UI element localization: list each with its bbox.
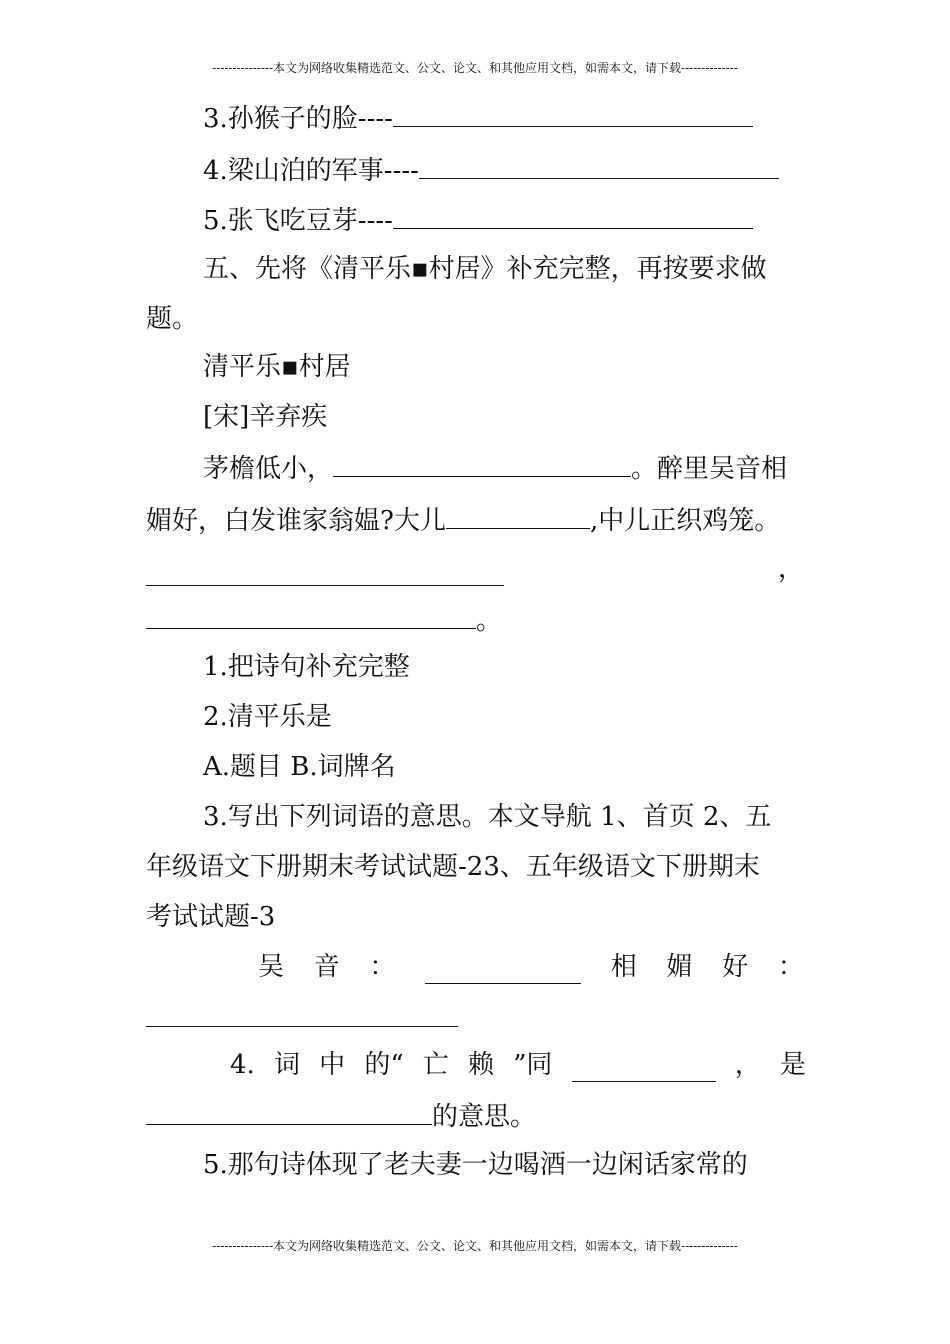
poem-line-4 <box>146 602 502 638</box>
page-header: ---------------本文为网络收集精选范文、公文、论文、和其他应用文档，如需本文，请下载-------------- <box>212 61 738 75</box>
task-3-terms-cont <box>146 1000 458 1036</box>
section-5-heading-cont: 题。 <box>146 304 199 334</box>
comma: ， <box>734 1050 761 1080</box>
term-char: 媚 <box>666 952 693 982</box>
task-4-text: 4. <box>230 1050 255 1080</box>
poem-line-2 <box>146 502 780 538</box>
question-3 <box>203 100 753 136</box>
answer-blank[interactable] <box>393 202 753 229</box>
comma: ， <box>777 554 804 584</box>
poem-author: [宋]辛弃疾 <box>203 402 328 432</box>
poem-line-1 <box>203 450 787 486</box>
task-3-line-1: 3.写出下列词语的意思。本文导航 1、首页 2、五 <box>203 802 772 832</box>
task-4-text: 中 <box>319 1050 346 1080</box>
task-4-text: 词 <box>273 1050 300 1080</box>
answer-blank[interactable] <box>146 1098 432 1125</box>
question-5 <box>203 202 753 238</box>
task-4-text: 是 <box>779 1050 806 1080</box>
poem-title: 清平乐▪村居 <box>203 352 351 382</box>
answer-blank[interactable] <box>393 100 753 127</box>
task-2: 2.清平乐是 <box>203 702 332 732</box>
question-4-text: 4.梁山泊的军事---- <box>203 156 419 186</box>
answer-blank[interactable] <box>425 957 581 984</box>
task-4-cont <box>146 1098 536 1134</box>
poem-text: 茅檐低小， <box>203 454 334 484</box>
question-3-text: 3.孙猴子的脸---- <box>203 104 393 134</box>
term-char: 相 <box>610 952 637 982</box>
poem-text: 。醉里吴音相 <box>631 454 788 484</box>
section-5-heading: 五、先将《清平乐▪村居》补充完整，再按要求做 <box>203 254 767 284</box>
task-5: 5.那句诗体现了老夫妻一边喝酒一边闲话家常的 <box>203 1150 748 1180</box>
poem-text: 媚好，白发谁家翁媪?大儿 <box>146 506 446 536</box>
question-4 <box>203 152 779 188</box>
poem-text: ,中儿正织鸡笼。 <box>589 506 781 536</box>
answer-blank[interactable] <box>572 1055 716 1082</box>
term-char: ： <box>369 952 396 982</box>
poem-line-3 <box>146 552 804 586</box>
task-3-line-2: 年级语文下册期末考试试题-23、五年级语文下册期末 <box>146 852 760 882</box>
answer-blank[interactable] <box>146 602 476 629</box>
period: 。 <box>476 606 503 636</box>
task-4 <box>230 1048 806 1082</box>
task-3-terms <box>258 950 804 984</box>
answer-blank[interactable] <box>146 1000 458 1027</box>
task-3-line-3: 考试试题-3 <box>146 902 276 932</box>
answer-blank[interactable] <box>146 559 504 586</box>
term-char: 吴 <box>258 952 285 982</box>
task-2-options: A.题目 B.词牌名 <box>203 752 396 782</box>
term-char: ： <box>777 952 804 982</box>
task-4-text: 赖 <box>467 1050 494 1080</box>
task-4-text: 的“ <box>364 1050 404 1080</box>
answer-blank[interactable] <box>333 450 631 477</box>
task-4-text: ”同 <box>513 1050 553 1080</box>
task-4-text: 的意思。 <box>432 1102 537 1132</box>
task-4-text: 亡 <box>422 1050 449 1080</box>
page-footer: ---------------本文为网络收集精选范文、公文、论文、和其他应用文档，如需本文，请下载-------------- <box>212 1239 738 1253</box>
term-char: 音 <box>313 952 340 982</box>
task-1: 1.把诗句补充完整 <box>203 652 410 682</box>
answer-blank[interactable] <box>446 502 590 529</box>
question-5-text: 5.张飞吃豆芽---- <box>203 206 393 236</box>
term-char: 好 <box>722 952 749 982</box>
answer-blank[interactable] <box>419 152 779 179</box>
